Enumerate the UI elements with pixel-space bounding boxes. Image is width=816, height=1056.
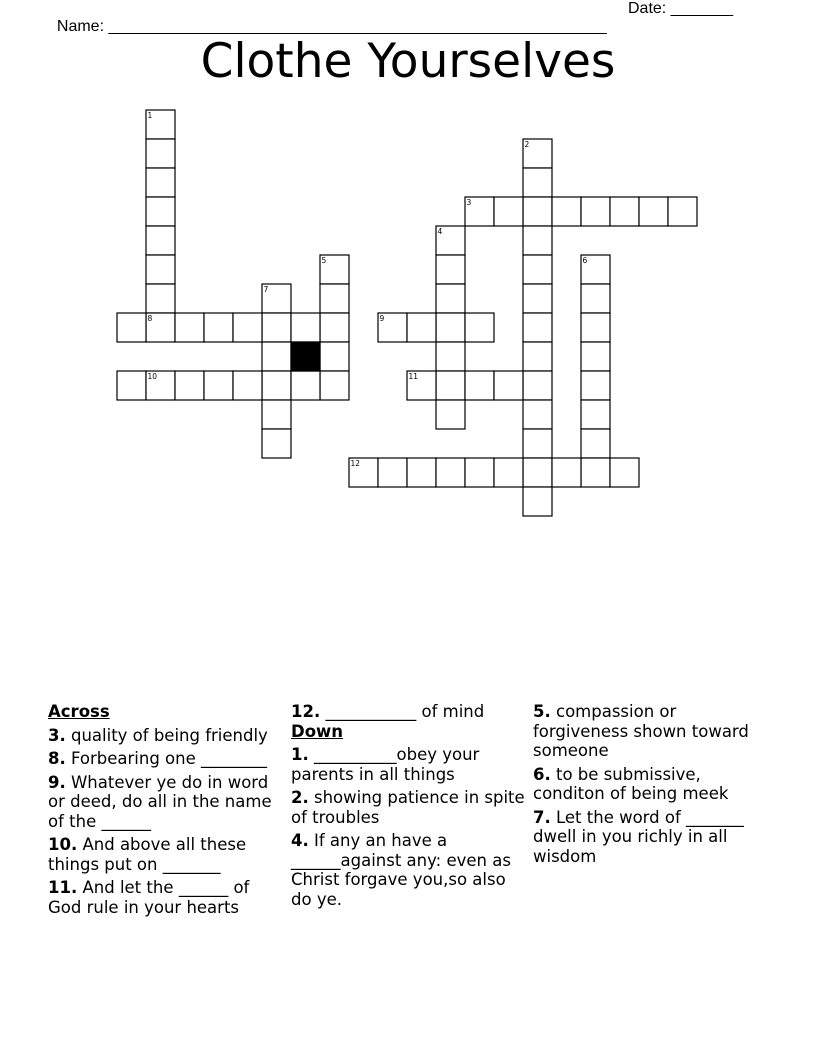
grid-cell[interactable] xyxy=(436,400,465,429)
grid-cell[interactable] xyxy=(262,429,291,458)
grid-cell[interactable] xyxy=(320,313,349,342)
grid-cell[interactable] xyxy=(581,284,610,313)
clues-column-1 xyxy=(48,702,284,921)
grid-cell[interactable] xyxy=(378,458,407,487)
grid-cell[interactable] xyxy=(523,197,552,226)
grid-cell[interactable] xyxy=(146,284,175,313)
grid-cell[interactable] xyxy=(523,342,552,371)
grid-cell[interactable] xyxy=(407,313,436,342)
clue-number-4: 4 xyxy=(437,227,443,236)
grid-cell[interactable] xyxy=(581,400,610,429)
grid-cell[interactable] xyxy=(204,371,233,400)
grid-cell[interactable] xyxy=(494,371,523,400)
clue-number-12: 12 xyxy=(350,459,361,468)
clue-across-11: 11. And let the ______ of God rule in your hearts xyxy=(48,878,250,917)
date-field[interactable]: Date: _______ xyxy=(628,0,733,17)
down-heading: Down xyxy=(291,721,344,741)
black-cell xyxy=(291,342,320,371)
grid-cell[interactable] xyxy=(320,342,349,371)
clue-number-9: 9 xyxy=(379,314,385,323)
grid-cell[interactable] xyxy=(146,139,175,168)
grid-cell[interactable] xyxy=(581,197,610,226)
grid-cell[interactable] xyxy=(610,458,639,487)
grid-cell[interactable] xyxy=(523,429,552,458)
grid-cell[interactable] xyxy=(291,371,320,400)
grid-cell[interactable] xyxy=(436,371,465,400)
grid-cell[interactable] xyxy=(523,255,552,284)
clues-column-2 xyxy=(291,702,527,913)
clue-across-8: 8. Forbearing one ________ xyxy=(48,749,268,768)
grid-cell[interactable] xyxy=(668,197,697,226)
grid-cell[interactable] xyxy=(523,168,552,197)
grid-cell[interactable] xyxy=(117,371,146,400)
name-field[interactable]: Name: ________________________________________________________ xyxy=(56,18,607,35)
clue-number-5: 5 xyxy=(321,256,327,265)
grid-cell[interactable] xyxy=(262,342,291,371)
clue-number-7: 7 xyxy=(263,285,269,294)
grid-cell[interactable] xyxy=(146,255,175,284)
grid-cell[interactable] xyxy=(523,371,552,400)
grid-cell[interactable] xyxy=(146,226,175,255)
grid-cell[interactable] xyxy=(233,371,262,400)
grid-cell[interactable] xyxy=(552,197,581,226)
clue-down-6: 6. to be submissive, conditon of being meek xyxy=(533,764,729,803)
clue-number-8: 8 xyxy=(147,314,153,323)
grid-cell[interactable] xyxy=(320,371,349,400)
grid-cell[interactable] xyxy=(610,197,639,226)
grid-cell[interactable] xyxy=(523,284,552,313)
grid-cell[interactable] xyxy=(175,371,204,400)
grid-cell[interactable] xyxy=(581,342,610,371)
grid-cell[interactable] xyxy=(436,255,465,284)
clue-down-2: 2. showing patience in spite of troubles xyxy=(291,788,525,827)
grid-cell[interactable] xyxy=(581,458,610,487)
grid-cell[interactable] xyxy=(465,313,494,342)
grid-cell[interactable] xyxy=(639,197,668,226)
grid-cell[interactable] xyxy=(117,313,146,342)
clue-number-10: 10 xyxy=(147,372,158,381)
grid-cell[interactable] xyxy=(523,458,552,487)
clue-down-1: 1. __________obey your parents in all things xyxy=(291,745,480,784)
grid-cell[interactable] xyxy=(262,371,291,400)
grid-cell[interactable] xyxy=(204,313,233,342)
grid-cell[interactable] xyxy=(523,226,552,255)
grid-cell[interactable] xyxy=(175,313,204,342)
grid-cell[interactable] xyxy=(581,313,610,342)
grid-cell[interactable] xyxy=(581,371,610,400)
clue-across-12: 12. ___________ of mind xyxy=(291,702,485,721)
grid-cell[interactable] xyxy=(436,342,465,371)
grid-cell[interactable] xyxy=(494,197,523,226)
grid-cell[interactable] xyxy=(436,313,465,342)
grid-cell[interactable] xyxy=(465,371,494,400)
grid-cell[interactable] xyxy=(407,458,436,487)
grid-cell[interactable] xyxy=(523,400,552,429)
clue-number-6: 6 xyxy=(582,256,588,265)
grid-cell[interactable] xyxy=(262,313,291,342)
grid-cell[interactable] xyxy=(494,458,523,487)
page-title: Clothe Yourselves xyxy=(200,34,616,89)
clue-number-2: 2 xyxy=(524,140,530,149)
grid-cell[interactable] xyxy=(436,284,465,313)
clue-across-9: 9. Whatever ye do in word or deed, do all in the name of the ______ xyxy=(48,772,272,831)
across-heading: Across xyxy=(48,702,110,721)
grid-cell[interactable] xyxy=(465,458,494,487)
grid-cell[interactable] xyxy=(262,400,291,429)
grid-cell[interactable] xyxy=(146,197,175,226)
clue-down-5: 5. compassion or forgiveness shown toward someone xyxy=(533,702,749,760)
grid-cell[interactable] xyxy=(552,458,581,487)
clues-column-3 xyxy=(533,702,773,870)
grid-cell[interactable] xyxy=(146,168,175,197)
grid-cell[interactable] xyxy=(320,284,349,313)
grid-cell[interactable] xyxy=(581,429,610,458)
clue-across-3: 3. quality of being friendly xyxy=(48,725,268,745)
clue-across-10: 10. And above all these things put on _______ xyxy=(48,835,247,874)
clue-number-1: 1 xyxy=(147,111,153,120)
clue-down-7: 7. Let the word of _______ dwell in you richly in all wisdom xyxy=(533,807,744,866)
clue-down-4: 4. If any an have a ______against any: even as Christ forgave you,so also do ye. xyxy=(291,831,511,909)
grid-cell[interactable] xyxy=(523,313,552,342)
grid-cell[interactable] xyxy=(523,487,552,516)
grid-cell[interactable] xyxy=(233,313,262,342)
clue-number-3: 3 xyxy=(466,198,472,207)
grid-cell[interactable] xyxy=(291,313,320,342)
grid-cell[interactable] xyxy=(436,458,465,487)
clue-number-11: 11 xyxy=(408,372,419,381)
